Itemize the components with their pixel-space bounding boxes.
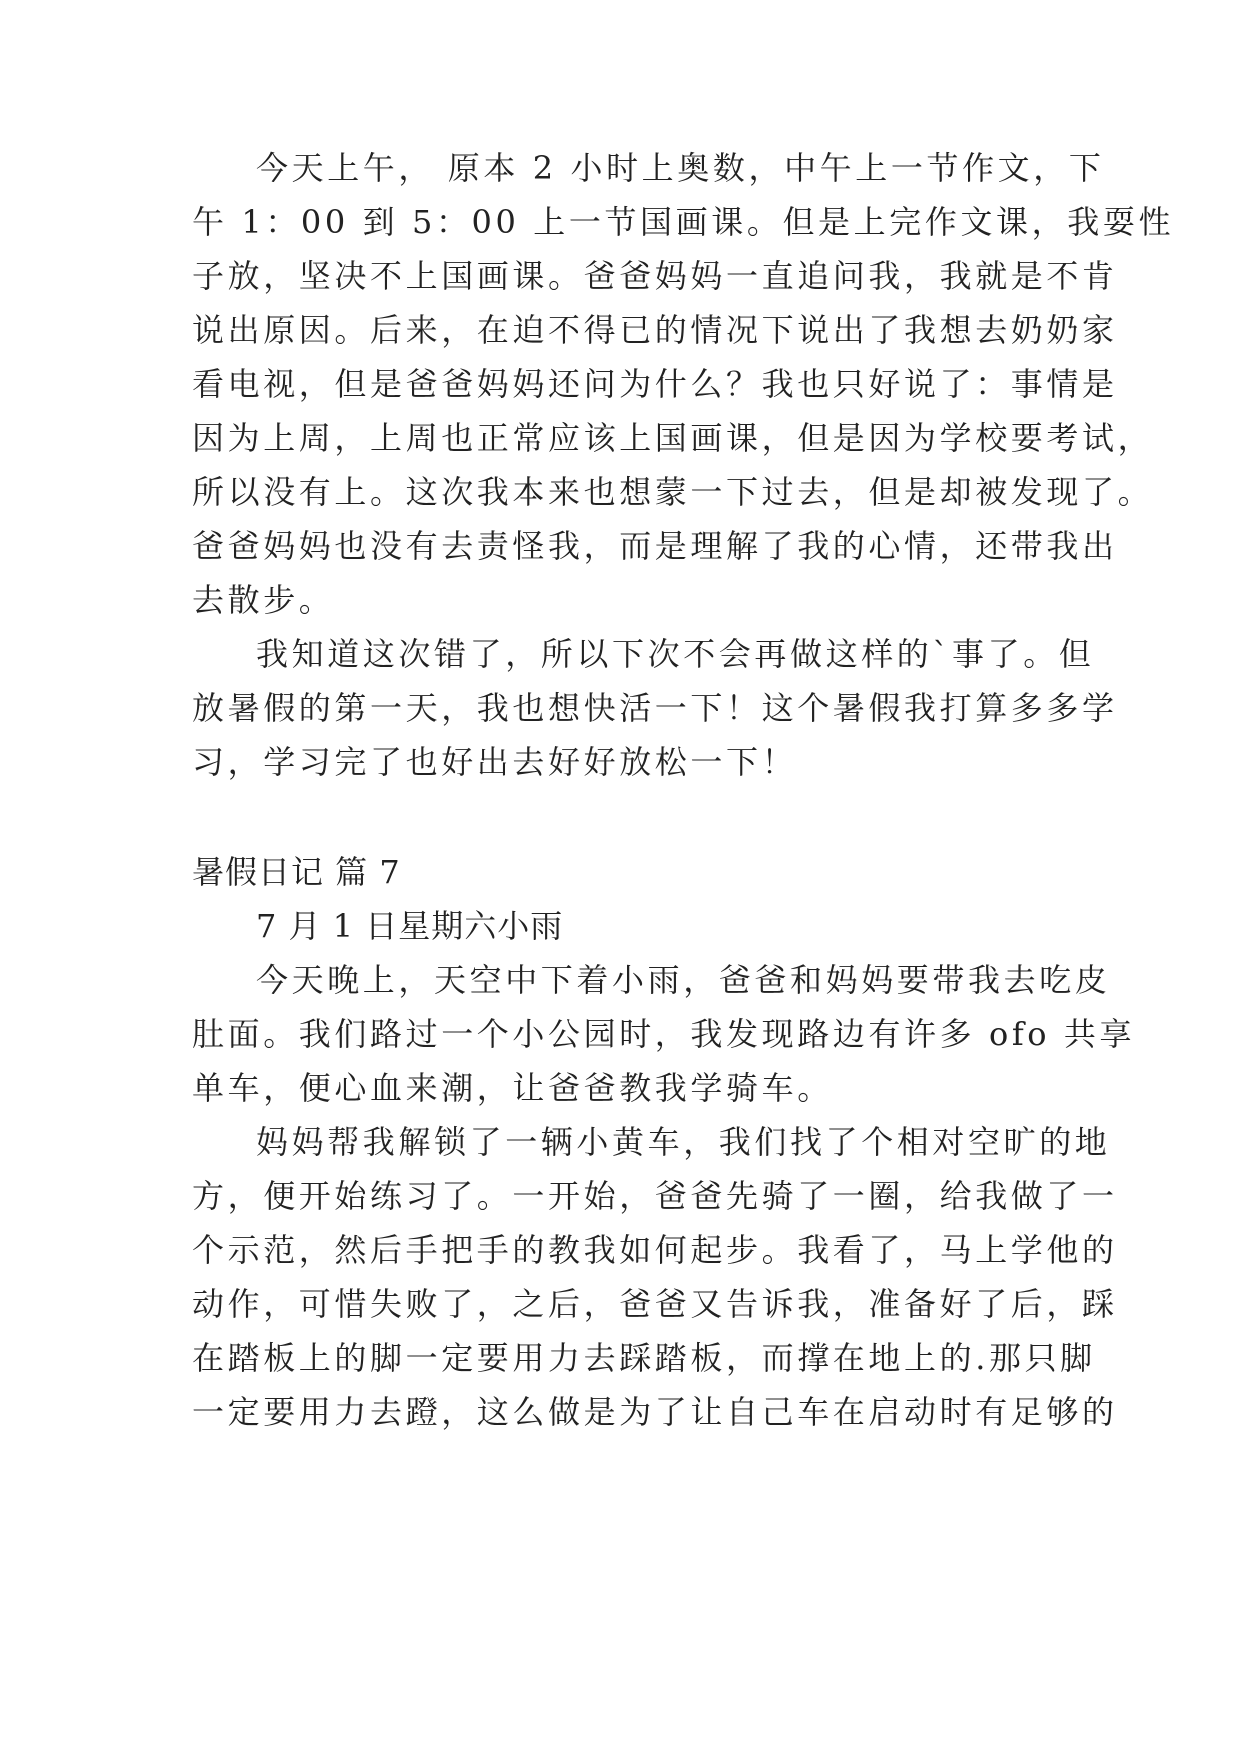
text-line: 单车，便心血来潮，让爸爸教我学骑车。	[192, 1069, 833, 1107]
dateline: 7 月 1 日星期六小雨	[256, 907, 564, 945]
text-line: 子放，坚决不上国画课。爸爸妈妈一直追问我，我就是不肯	[192, 257, 1118, 295]
text-line: 个示范，然后手把手的教我如何起步。我看了，马上学他的	[192, 1231, 1118, 1269]
text-line: 所以没有上。这次我本来也想蒙一下过去，但是却被发现了。	[192, 473, 1154, 511]
text-line: 我知道这次错了，所以下次不会再做这样的`事了。但	[256, 635, 1095, 673]
text-line: 一定要用力去蹬，这么做是为了让自己车在启动时有足够的	[192, 1393, 1118, 1431]
text-line: 今天上午， 原本 2 小时上奥数，中午上一节作文，下	[256, 149, 1105, 187]
text-line: 方，便开始练习了。一开始，爸爸先骑了一圈，给我做了一	[192, 1177, 1118, 1215]
text-line: 放暑假的第一天，我也想快活一下！这个暑假我打算多多学	[192, 689, 1118, 727]
text-line: 午 1：00 到 5：00 上一节国画课。但是上完作文课，我耍性	[192, 203, 1175, 241]
text-line: 肚面。我们路过一个小公园时，我发现路边有许多 ofo 共享	[192, 1015, 1136, 1053]
text-line: 去散步。	[192, 581, 335, 619]
text-line: 看电视，但是爸爸妈妈还问为什么？我也只好说了：事情是	[192, 365, 1118, 403]
text-line: 爸爸妈妈也没有去责怪我，而是理解了我的心情，还带我出	[192, 527, 1118, 565]
section-heading: 暑假日记 篇 7	[192, 853, 401, 891]
text-line: 因为上周，上周也正常应该上国画课，但是因为学校要考试，	[192, 419, 1154, 457]
text-line: 动作，可惜失败了，之后，爸爸又告诉我，准备好了后，踩	[192, 1285, 1118, 1323]
text-line: 习，学习完了也好出去好好放松一下！	[192, 743, 798, 781]
text-line: 在踏板上的脚一定要用力去踩踏板，而撑在地上的.那只脚	[192, 1339, 1096, 1377]
text-line: 说出原因。后来，在迫不得已的情况下说出了我想去奶奶家	[192, 311, 1118, 349]
text-line: 妈妈帮我解锁了一辆小黄车，我们找了个相对空旷的地	[256, 1123, 1111, 1161]
text-line: 今天晚上，天空中下着小雨，爸爸和妈妈要带我去吃皮	[256, 961, 1111, 999]
